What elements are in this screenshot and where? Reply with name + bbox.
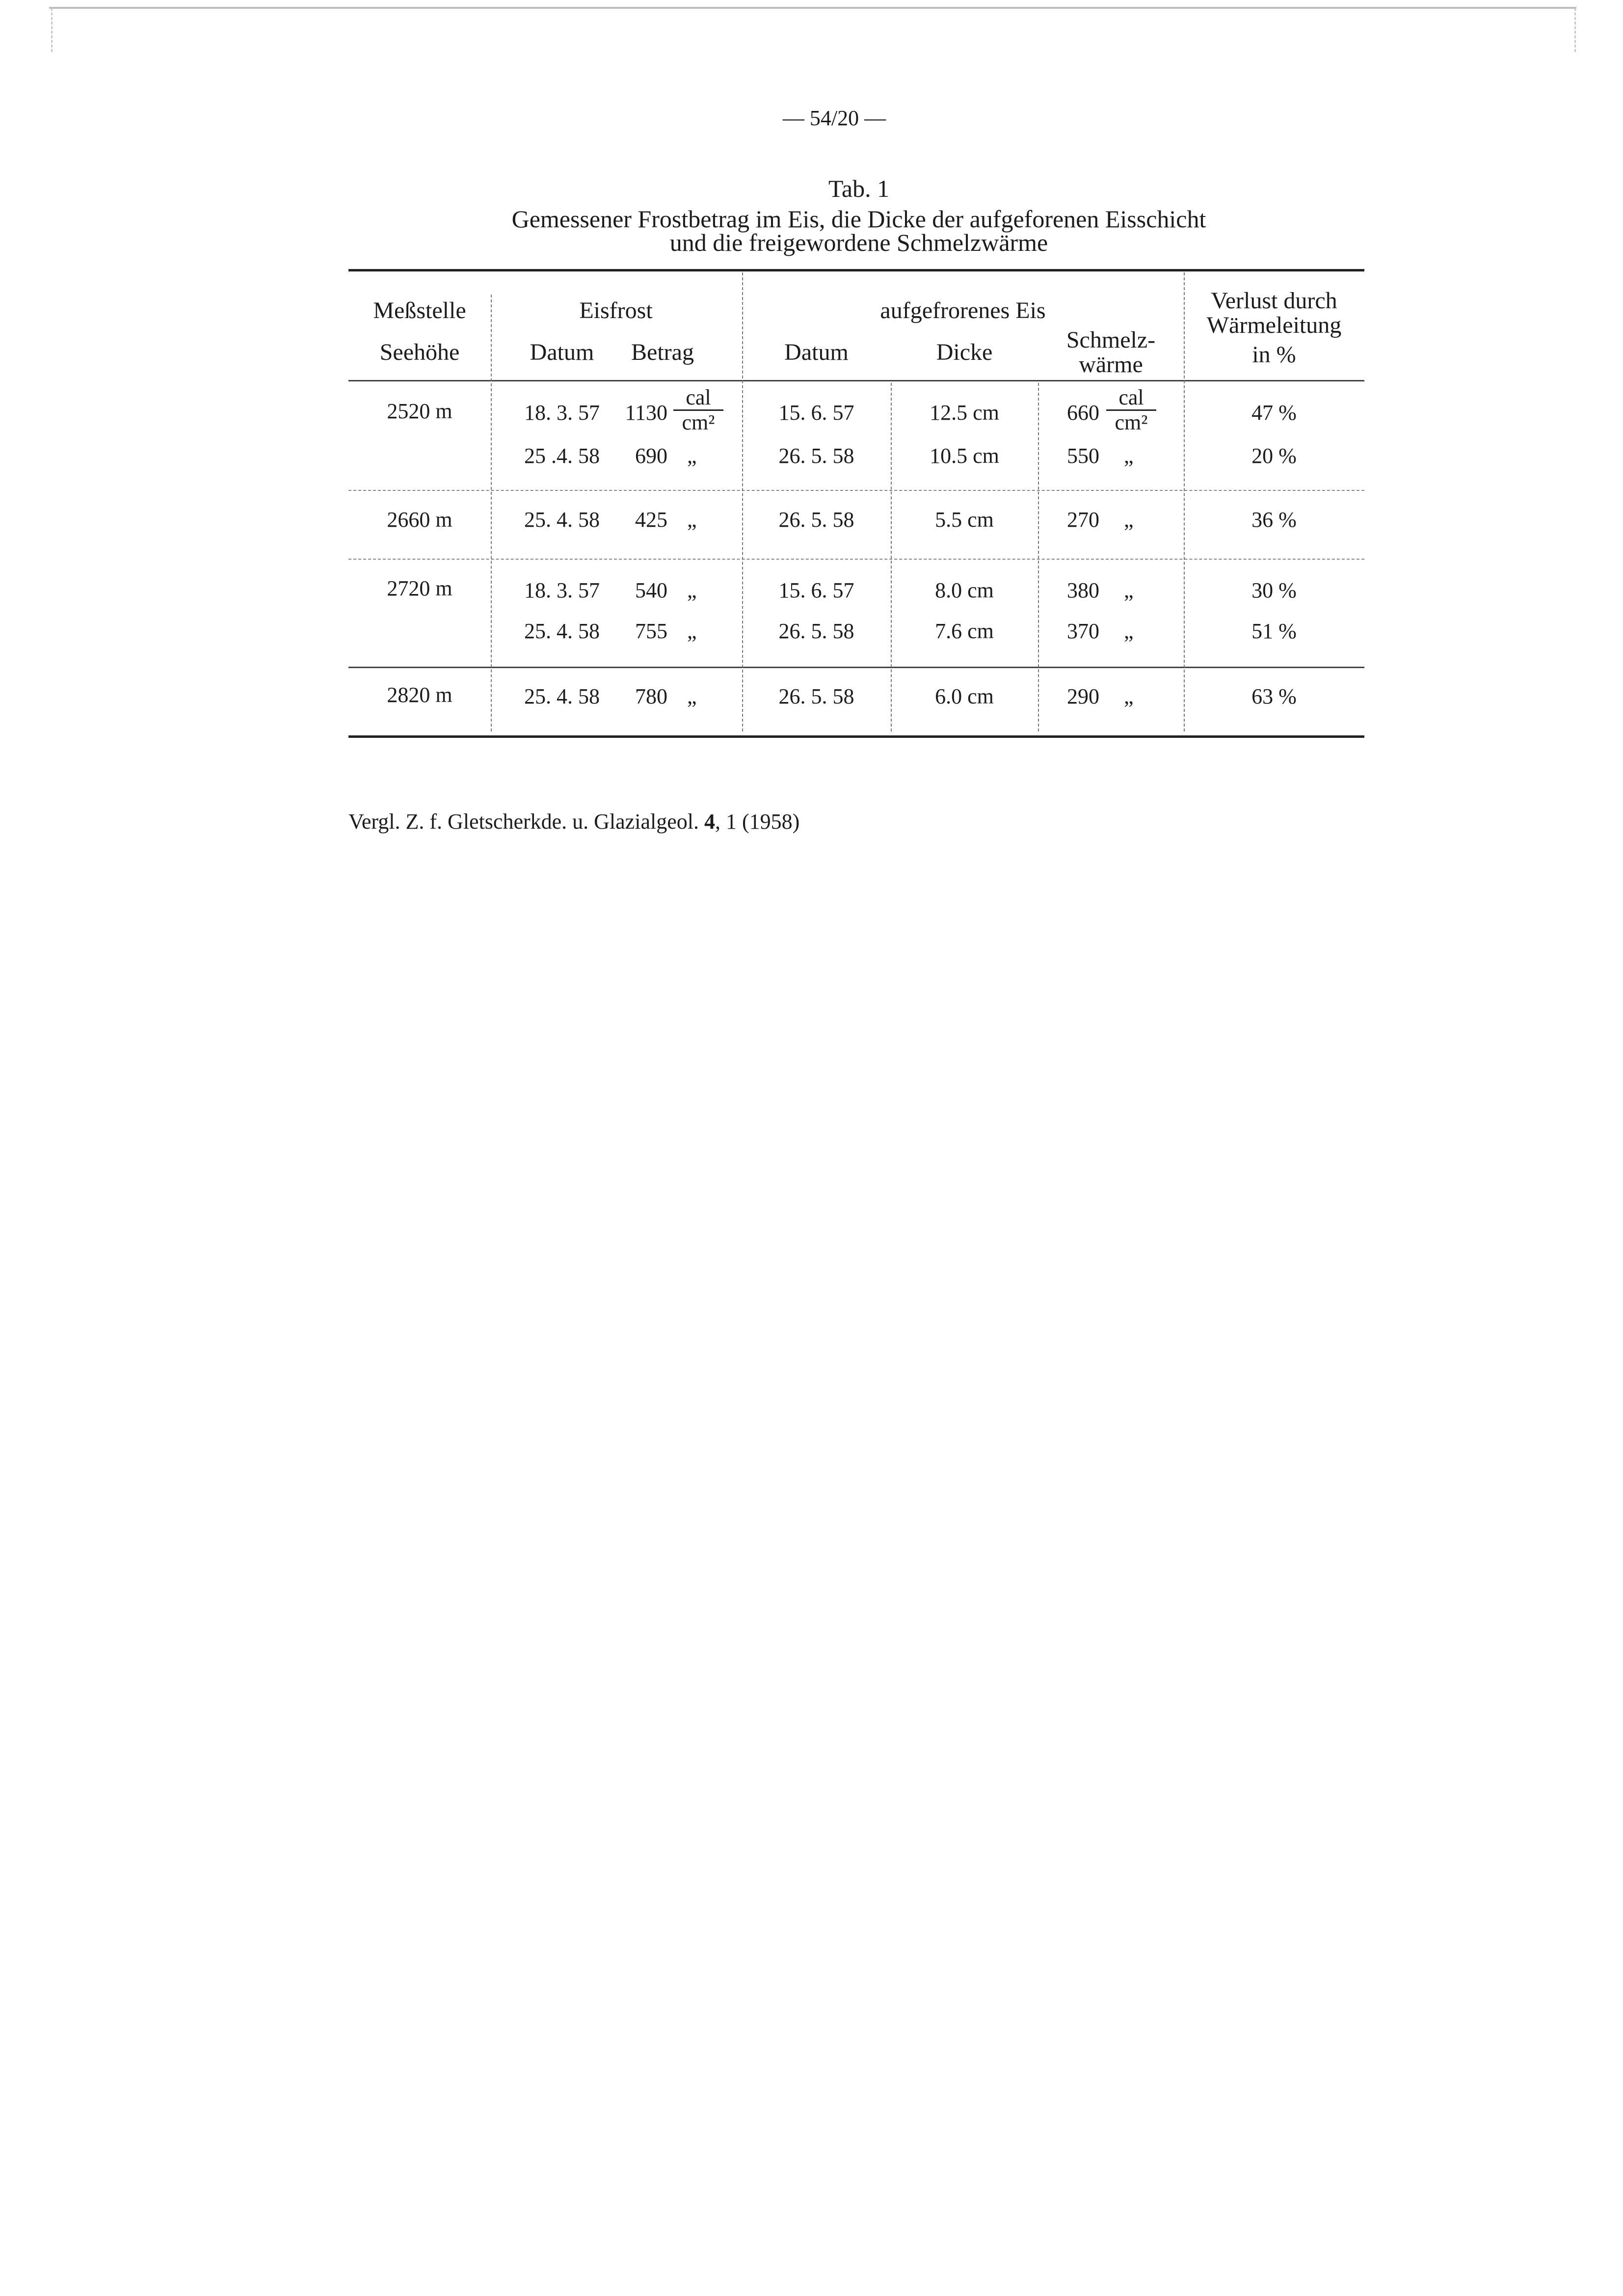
header-eisfrost-datum: Datum: [530, 339, 594, 365]
group-divider-1: [348, 490, 1364, 491]
cell-dicke: 5.5 cm: [935, 508, 994, 532]
cell-verlust: 51 %: [1251, 619, 1297, 643]
cell-betrag: 1130: [625, 401, 667, 425]
unit-denominator: cm²: [682, 410, 715, 434]
header-eisfrost-betrag: Betrag: [631, 339, 694, 365]
scan-border-left: [51, 8, 53, 52]
cell-seehoehe: 2520 m: [387, 399, 452, 423]
ditto-mark: „: [687, 578, 697, 602]
cell-betrag: 780: [635, 684, 667, 708]
cell-betrag: 755: [635, 619, 667, 643]
footnote-suffix: , 1 (1958): [715, 810, 800, 834]
cell-eis-datum: 15. 6. 57: [778, 578, 854, 602]
ditto-mark: „: [1124, 508, 1134, 532]
column-divider-3: [891, 383, 892, 731]
ditto-mark: „: [687, 508, 697, 532]
cell-eis-datum: 26. 5. 58: [778, 684, 854, 708]
column-divider-4: [1038, 383, 1039, 731]
header-schmelzwaerme-1: Schmelz-: [1066, 327, 1156, 353]
group-divider-3: [348, 667, 1364, 668]
cell-schmelzwaerme: 550: [1067, 444, 1099, 468]
cell-seehoehe: 2720 m: [387, 576, 452, 600]
cell-eis-datum: 26. 5. 58: [778, 619, 854, 643]
cell-verlust: 47 %: [1251, 401, 1297, 425]
header-seehoehe: Seehöhe: [379, 339, 460, 365]
cell-verlust: 30 %: [1251, 578, 1297, 602]
cell-dicke: 12.5 cm: [930, 401, 999, 425]
cell-eis-datum: 26. 5. 58: [778, 444, 854, 468]
cell-schmelzwaerme: 660: [1067, 401, 1099, 425]
header-aufgefrorenes-eis: aufgefrorenes Eis: [880, 297, 1046, 324]
footnote-volume: 4: [704, 810, 715, 834]
page-number: — 54/20 —: [782, 106, 886, 130]
header-verlust-3: in %: [1252, 342, 1296, 368]
cell-betrag: 690: [635, 444, 667, 468]
header-eis-datum: Datum: [784, 339, 849, 365]
cell-verlust: 20 %: [1251, 444, 1297, 468]
table-top-rule: [348, 269, 1364, 271]
unit-fraction-schmelz: [1104, 387, 1158, 433]
cell-seehoehe: 2820 m: [387, 683, 452, 707]
unit-denominator: cm²: [1115, 410, 1148, 434]
footnote-prefix: Vergl. Z. f. Gletscherkde. u. Glazialgeol.: [348, 810, 699, 834]
cell-seehoehe: 2660 m: [387, 508, 452, 532]
cell-eis-datum: 26. 5. 58: [778, 508, 854, 532]
ditto-mark: „: [687, 619, 697, 643]
table-caption: Tab. 1: [828, 175, 890, 202]
cell-betrag: 540: [635, 578, 667, 602]
header-schmelzwaerme-2: wärme: [1079, 351, 1143, 378]
cell-dicke: 6.0 cm: [935, 684, 994, 708]
cell-verlust: 36 %: [1251, 508, 1297, 532]
cell-schmelzwaerme: 290: [1067, 684, 1099, 708]
scan-border-top: [49, 7, 1576, 9]
unit-numerator: cal: [1118, 385, 1144, 409]
cell-eisfrost-datum: 25. 4. 58: [524, 508, 600, 532]
header-verlust-2: Wärmeleitung: [1206, 312, 1342, 338]
ditto-mark: „: [1124, 578, 1134, 602]
cell-dicke: 7.6 cm: [935, 619, 994, 643]
scan-border-right: [1574, 8, 1576, 52]
cell-schmelzwaerme: 370: [1067, 619, 1099, 643]
table-title-line-2: und die freigewordene Schmelzwärme: [669, 229, 1048, 256]
footnote: [348, 809, 799, 834]
unit-numerator: cal: [686, 385, 711, 409]
ditto-mark: „: [1124, 684, 1134, 708]
cell-eisfrost-datum: 25 .4. 58: [524, 444, 600, 468]
table-title: [432, 207, 1286, 254]
ditto-mark: „: [687, 684, 697, 708]
table-bottom-rule: [348, 735, 1364, 738]
ditto-mark: „: [1124, 619, 1134, 643]
cell-betrag: 425: [635, 508, 667, 532]
header-eisfrost: Eisfrost: [579, 297, 653, 324]
ditto-mark: „: [1124, 444, 1134, 468]
header-verlust-1: Verlust durch: [1211, 288, 1337, 314]
column-divider-1: [491, 295, 492, 731]
header-eis-dicke: Dicke: [936, 339, 993, 365]
cell-schmelzwaerme: 270: [1067, 508, 1099, 532]
cell-dicke: 10.5 cm: [930, 444, 999, 468]
unit-fraction-betrag: [671, 387, 725, 433]
cell-eisfrost-datum: 18. 3. 57: [524, 578, 600, 602]
group-divider-2: [348, 559, 1364, 560]
cell-eisfrost-datum: 18. 3. 57: [524, 401, 600, 425]
table-title-line-1: Gemessener Frostbetrag im Eis, die Dicke der aufgeforenen Eisschicht: [511, 205, 1206, 233]
cell-verlust: 63 %: [1251, 684, 1297, 708]
cell-schmelzwaerme: 380: [1067, 578, 1099, 602]
cell-eis-datum: 15. 6. 57: [778, 401, 854, 425]
header-bottom-rule: [348, 380, 1364, 381]
cell-eisfrost-datum: 25. 4. 58: [524, 619, 600, 643]
cell-eisfrost-datum: 25. 4. 58: [524, 684, 600, 708]
ditto-mark: „: [687, 444, 697, 468]
header-messstelle: Meßstelle: [373, 297, 466, 324]
cell-dicke: 8.0 cm: [935, 578, 994, 602]
